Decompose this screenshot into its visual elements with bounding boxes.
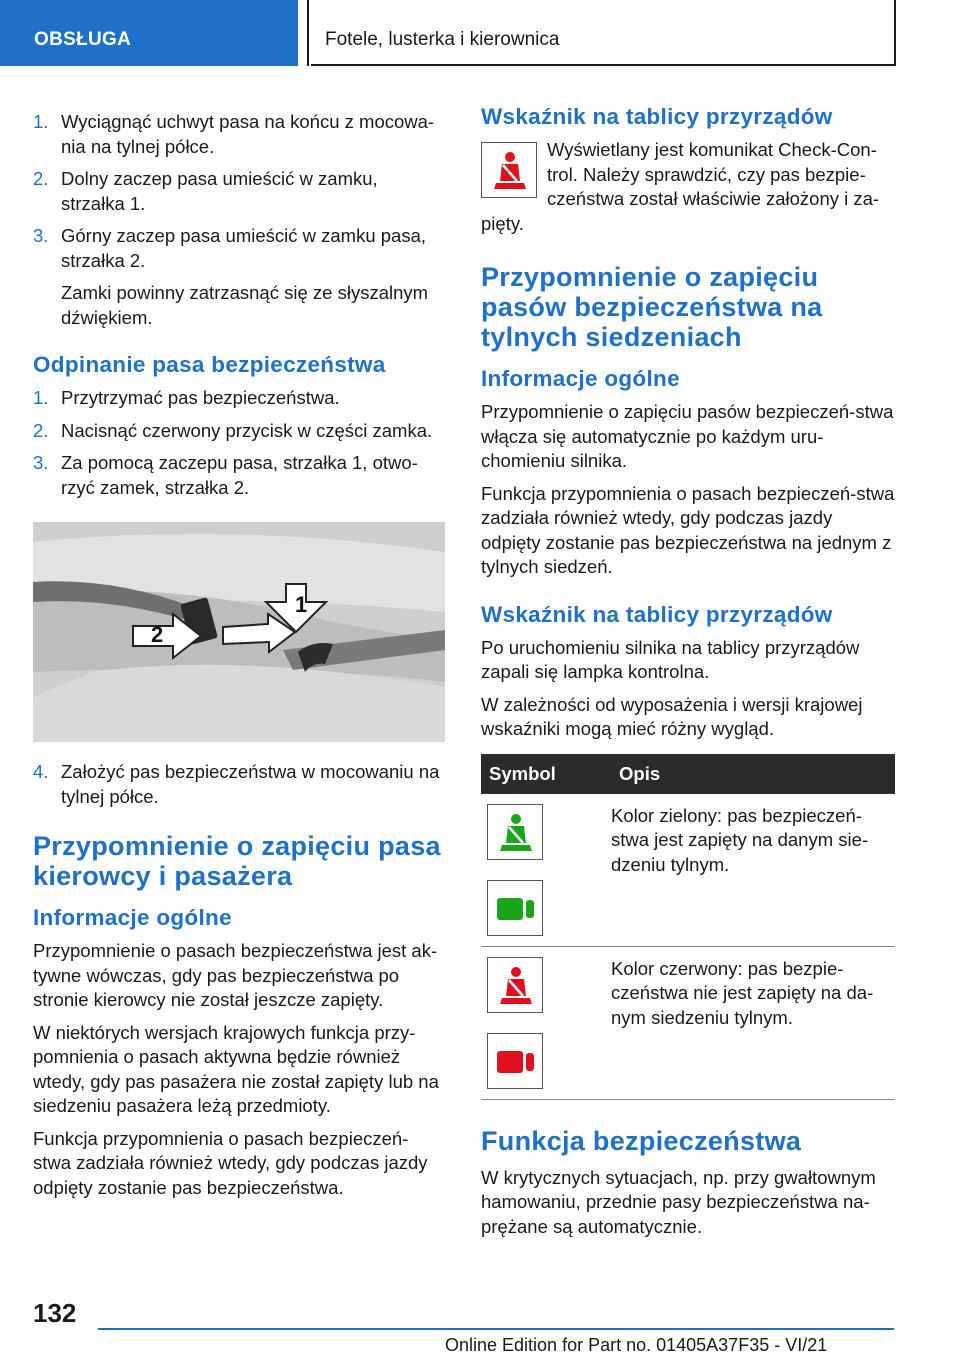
- seatbelt-photo: [33, 522, 445, 742]
- list-item: 4. Założyć pas bezpieczeństwa w mocowaniu na tylnej półce.: [33, 761, 440, 807]
- rear-reminder-heading: Przypomnienie o zapięciu pasów bezpieczeństwa na tylnych siedzeniach: [481, 262, 823, 352]
- paragraph: W niektórych wersjach krajowych funkcja przy-pomnienia o pasach aktywna będzie również wtedy, gdy pas pasażera nie został zapięty lub na siedzeniu pasażera leżą przedmioty.: [33, 1021, 439, 1116]
- table-header: [481, 754, 895, 794]
- list-item: 1. Przytrzymać pas bezpieczeństwa.: [33, 387, 340, 408]
- step-note: Zamki powinny zatrzasnąć się ze słyszalnym dźwiękiem.: [61, 282, 429, 328]
- right-column: [481, 104, 895, 1247]
- chapter-title: Fotele, lusterka i kierownica: [325, 29, 560, 50]
- symbol-table: [481, 754, 895, 1100]
- list-item: 3. Górny zaczep pasa umieścić w zamku pasa, strzałka 2.: [33, 225, 427, 271]
- description-cell: Kolor czerwony: pas bezpie-czeństwa nie jest zapięty na da-nym siedzeniu tylnym.: [611, 957, 874, 1028]
- symbol-cell: [481, 957, 611, 1089]
- paragraph: Po uruchomieniu silnika na tablicy przyrządów zapali się lampka kontrolna.: [481, 636, 860, 682]
- indicator2-heading: Wskaźnik na tablicy przyrządów: [481, 601, 833, 627]
- indicator-text-cont: pięty.: [481, 212, 524, 234]
- general-info-heading: Informacje ogólne: [33, 905, 232, 930]
- seatbelt-red-icon: [487, 957, 543, 1013]
- paragraph: Funkcja przypomnienia o pasach bezpieczeń-stwa zadziała również wtedy, gdy podczas jazdy odpięty zostanie pas bezpieczeństwa na jednym z tylnych siedzeń.: [481, 482, 895, 577]
- paragraph: W krytycznych sytuacjach, np. przy gwałtownym hamowaniu, przednie pasy bezpieczeństwa na-prężane są automatycznie.: [481, 1166, 876, 1237]
- seatbelt-photo-illustration: [33, 522, 445, 742]
- chapter-tab: [311, 0, 896, 66]
- symbol-cell: [481, 804, 611, 936]
- safety-function-heading: Funkcja bezpieczeństwa: [481, 1125, 802, 1156]
- col-desc: Opis: [619, 762, 661, 784]
- paragraph: Funkcja przypomnienia o pasach bezpieczeń-stwa zadziała również wtedy, gdy podczas jazdy odpięty zostanie pas bezpieczeństwa.: [33, 1127, 428, 1198]
- arrow-label-1: 1: [295, 592, 308, 617]
- col-symbol: Symbol: [489, 762, 556, 784]
- edition-text: Online Edition for Part no. 01405A37F35 - VI/21: [445, 1335, 828, 1355]
- seatbelt-warning-icon: [481, 142, 537, 198]
- seat-occupied-green-icon: [487, 880, 543, 936]
- indicator-text: Wyświetlany jest komunikat Check-Con-trol. Należy sprawdzić, czy pas bezpie-czeństwa został właściwie założony i za-: [547, 139, 880, 209]
- page-number: 132: [33, 1298, 77, 1328]
- seat-unbuckled-red-icon: [487, 1033, 543, 1089]
- indicator-heading: Wskaźnik na tablicy przyrządów: [481, 104, 833, 129]
- list-item: 1. Wyciągnąć uchwyt pasa na końcu z mocowa-nia na tylnej półce.: [33, 111, 435, 157]
- paragraph: Przypomnienie o pasach bezpieczeństwa jest ak-tywne wówczas, gdy pas bezpieczeństwa po stronie kierowcy nie został jeszcze zapięty.: [33, 940, 438, 1010]
- section-tab: [0, 0, 298, 66]
- driver-reminder-heading: Przypomnienie o zapięciu pasa kierowcy i pasażera: [33, 831, 441, 891]
- list-item: 2. Nacisnąć czerwony przycisk w części zamka.: [33, 419, 433, 441]
- paragraph: W zależności od wyposażenia i wersji krajowej wskaźniki mogą mieć różny wygląd.: [481, 693, 863, 739]
- description-cell: Kolor zielony: pas bezpieczeń-stwa jest zapięty na danym sie-dzeniu tylnym.: [611, 804, 869, 875]
- general-info-heading: Informacje ogólne: [481, 366, 680, 391]
- indicator-block: [481, 138, 895, 212]
- list-item: 3. Za pomocą zaczepu pasa, strzałka 1, otwo-rzyć zamek, strzałka 2.: [33, 452, 418, 498]
- table-row: [481, 947, 895, 1100]
- seatbelt-green-icon: [487, 804, 543, 860]
- list-item: 2. Dolny zaczep pasa umieścić w zamku, strzałka 1.: [33, 168, 378, 214]
- paragraph: Przypomnienie o zapięciu pasów bezpieczeń-stwa włącza się automatycznie po każdym uru-chomieniu silnika.: [481, 401, 894, 471]
- table-row: [481, 794, 895, 947]
- arrow-label-2: 2: [151, 622, 164, 647]
- left-column: [33, 110, 445, 1208]
- unbuckle-heading: Odpinanie pasa bezpieczeństwa: [33, 352, 386, 377]
- section-title: OBSŁUGA: [34, 29, 132, 50]
- footer-divider: [98, 1328, 894, 1330]
